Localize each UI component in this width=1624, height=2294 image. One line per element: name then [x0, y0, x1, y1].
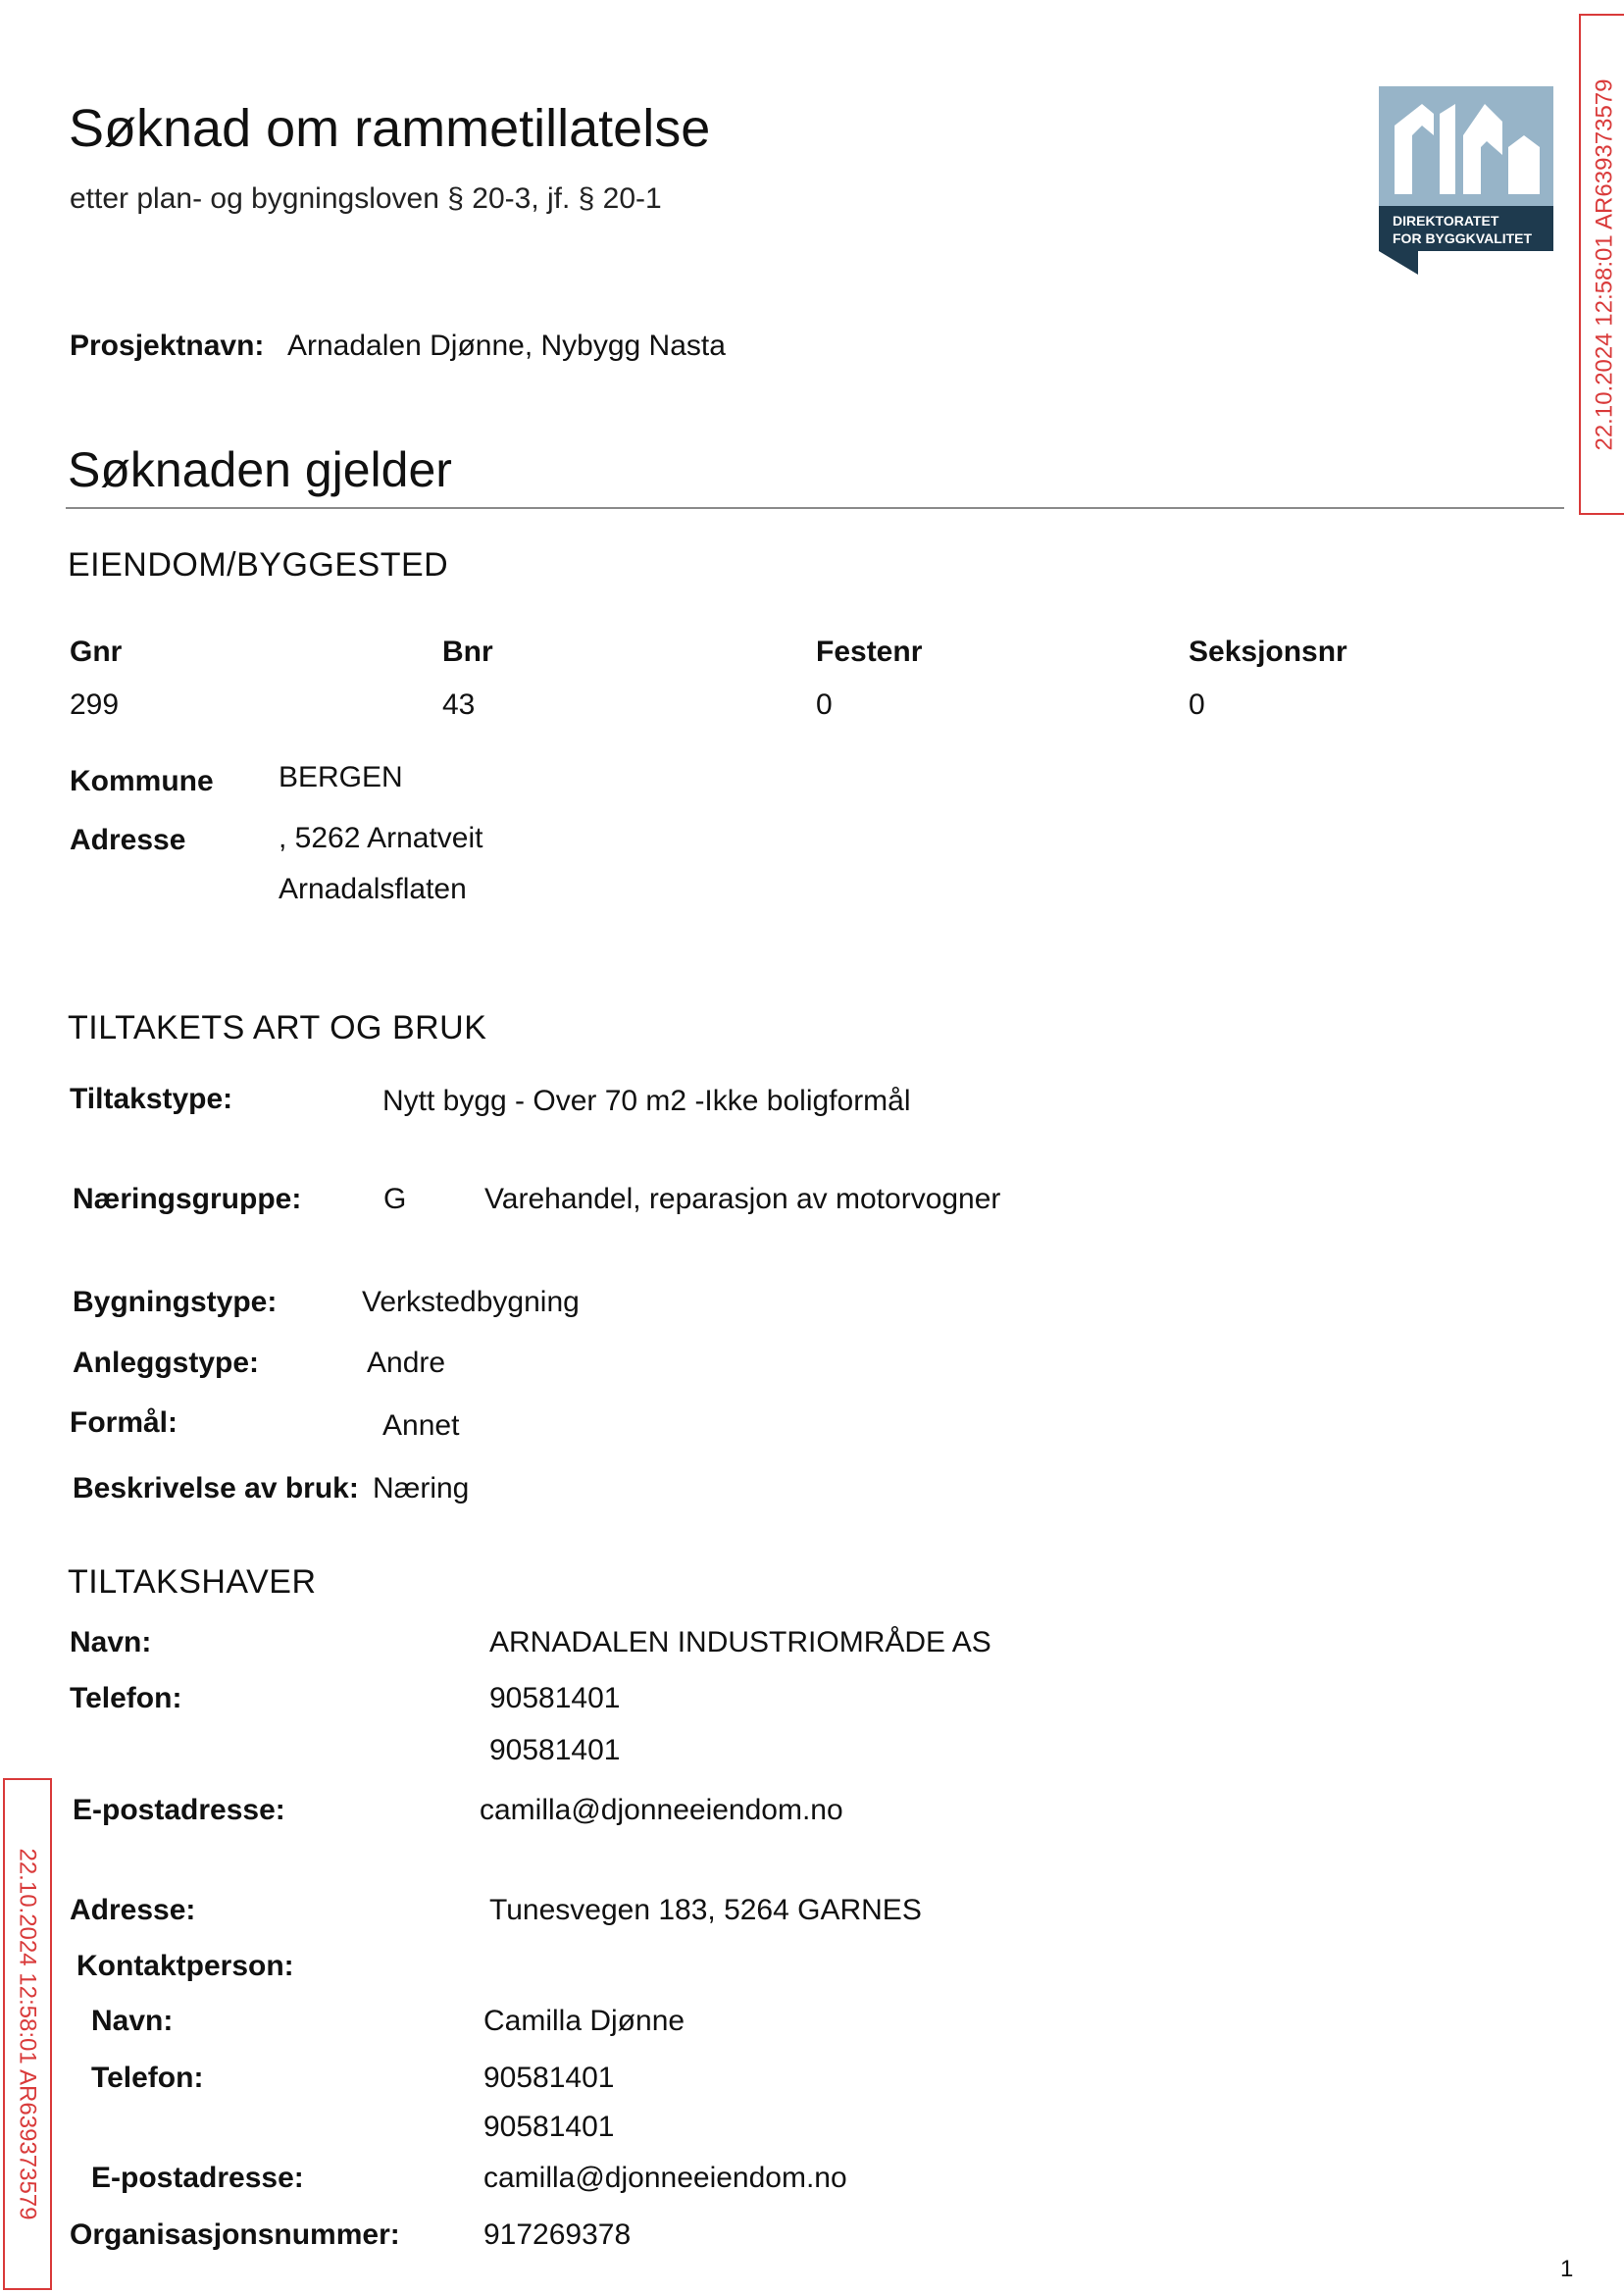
eiendom-heading: EIENDOM/BYGGESTED: [68, 546, 449, 584]
page-subtitle: etter plan- og bygningsloven § 20-3, jf. § 20-1: [70, 182, 662, 215]
naeringsgruppe-code: G: [383, 1183, 407, 1215]
tiltakstype-value: Nytt bygg - Over 70 m2 -Ikke boligformål: [382, 1085, 911, 1117]
orgnr-value: 917269378: [483, 2218, 632, 2251]
bnr-value: 43: [442, 688, 476, 721]
tiltakshaver-adresse-label: Adresse:: [70, 1894, 196, 1926]
kontakt-telefon-value-1: 90581401: [483, 2062, 615, 2094]
seksjonsnr-label: Seksjonsnr: [1189, 636, 1347, 668]
epost-label: E-postadresse:: [73, 1794, 285, 1826]
kontakt-telefon-value-2: 90581401: [483, 2111, 615, 2143]
bygningstype-value: Verkstedbygning: [362, 1286, 580, 1318]
seksjonsnr-value: 0: [1189, 688, 1205, 721]
gnr-value: 299: [70, 688, 120, 721]
tiltakshaver-heading: TILTAKSHAVER: [68, 1563, 317, 1601]
kontakt-telefon-label: Telefon:: [91, 2062, 204, 2094]
kontakt-navn-label: Navn:: [91, 2005, 174, 2037]
formal-value: Annet: [382, 1409, 460, 1442]
tiltakstype-label: Tiltakstype:: [70, 1083, 233, 1115]
project-name-value: Arnadalen Djønne, Nybygg Nasta: [287, 330, 726, 362]
timestamp-stamp-bottom: 22.10.2024 12:58:01 AR639373579: [3, 1778, 52, 2290]
adresse-line2: Arnadalsflaten: [279, 873, 467, 905]
naeringsgruppe-label: Næringsgruppe:: [73, 1183, 302, 1215]
tiltakshaver-adresse-value: Tunesvegen 183, 5264 GARNES: [489, 1894, 922, 1926]
adresse-label: Adresse: [70, 824, 186, 856]
tiltak-heading: TILTAKETS ART OG BRUK: [68, 1009, 487, 1046]
anleggstype-label: Anleggstype:: [73, 1347, 260, 1379]
telefon-value-1: 90581401: [489, 1682, 621, 1714]
beskrivelse-value: Næring: [373, 1472, 470, 1504]
anleggstype-value: Andre: [367, 1347, 446, 1379]
gnr-label: Gnr: [70, 636, 123, 668]
section-title: Søknaden gjelder: [68, 442, 452, 497]
navn-value: ARNADALEN INDUSTRIOMRÅDE AS: [489, 1626, 991, 1658]
dibk-logo: [1379, 86, 1553, 275]
naeringsgruppe-value: Varehandel, reparasjon av motorvogner: [484, 1183, 1001, 1215]
festenr-value: 0: [816, 688, 833, 721]
navn-label: Navn:: [70, 1626, 152, 1658]
kontaktperson-label: Kontaktperson:: [76, 1950, 294, 1982]
project-name-label: Prosjektnavn:: [70, 330, 265, 362]
formal-label: Formål:: [70, 1406, 178, 1439]
kontakt-epost-label: E-postadresse:: [91, 2162, 304, 2194]
bnr-label: Bnr: [442, 636, 493, 668]
section-divider: [66, 507, 1564, 509]
kontakt-epost-value: camilla@djonneeiendom.no: [483, 2162, 847, 2194]
telefon-value-2: 90581401: [489, 1734, 621, 1766]
kontakt-navn-value: Camilla Djønne: [483, 2005, 685, 2037]
logo-line2: FOR BYGGKVALITET: [1393, 230, 1533, 246]
bygningstype-label: Bygningstype:: [73, 1286, 278, 1318]
timestamp-stamp-top: 22.10.2024 12:58:01 AR639373579: [1579, 14, 1624, 515]
page-title: Søknad om rammetillatelse: [69, 99, 711, 158]
kommune-label: Kommune: [70, 765, 214, 797]
telefon-label: Telefon:: [70, 1682, 182, 1714]
adresse-line1: , 5262 Arnatveit: [279, 822, 483, 854]
beskrivelse-label: Beskrivelse av bruk:: [73, 1472, 359, 1504]
page-number: 1: [1560, 2256, 1574, 2282]
logo-line1: DIREKTORATET: [1393, 213, 1499, 229]
orgnr-label: Organisasjonsnummer:: [70, 2218, 400, 2251]
kommune-value: BERGEN: [279, 761, 403, 793]
festenr-label: Festenr: [816, 636, 923, 668]
epost-value: camilla@djonneeiendom.no: [480, 1794, 843, 1826]
